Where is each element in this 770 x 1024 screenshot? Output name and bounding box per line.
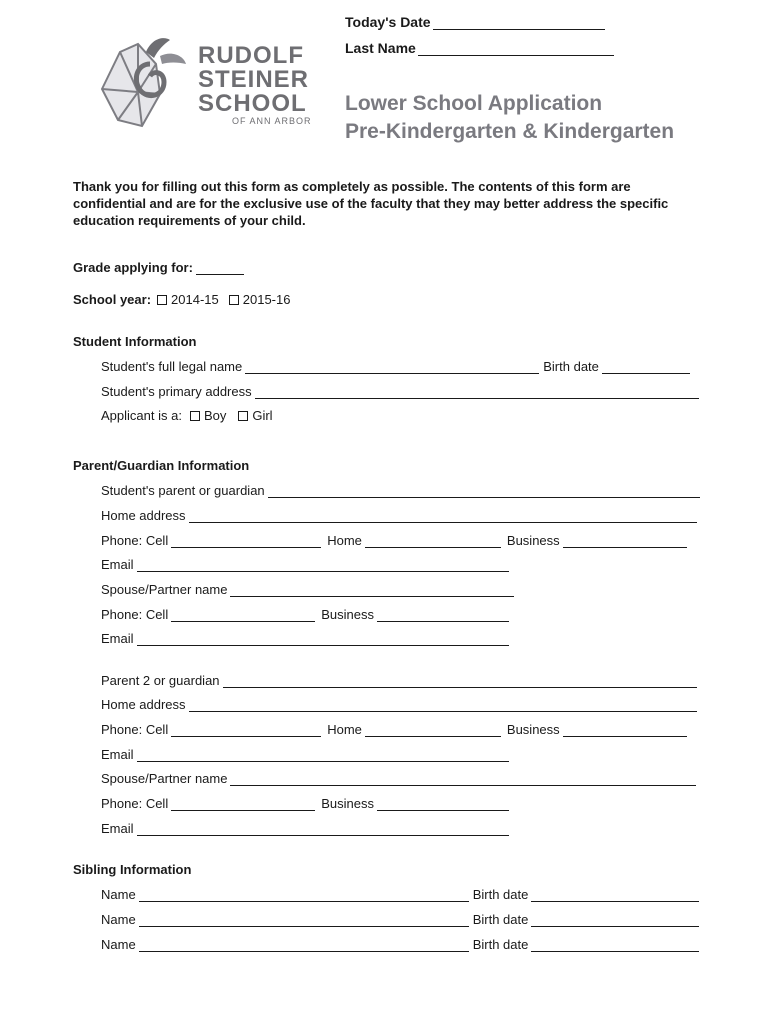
spouse-line[interactable] — [230, 584, 514, 597]
parent-section-heading: Parent/Guardian Information — [73, 458, 250, 473]
spouse-phone-row — [101, 607, 513, 622]
phone-home-label: Home — [327, 533, 362, 548]
parent2-line[interactable] — [223, 675, 697, 688]
sibling-name-label: Name — [101, 912, 136, 927]
parent2-home-address-row — [101, 697, 701, 712]
guardian-row — [101, 483, 704, 498]
intro-paragraph: Thank you for filling out this form as completely as possible. The contents of this form are confidential and are for the exclusive use of the faculty that they may better address the specific education requirements of your child. — [73, 179, 669, 228]
boy-checkbox[interactable] — [190, 411, 200, 421]
parent2-phone-cell-label: Phone: Cell — [101, 722, 169, 737]
sibling-name-line[interactable] — [139, 889, 469, 902]
sibling-name-label: Name — [101, 887, 136, 902]
email-label: Email — [101, 557, 134, 572]
student-name-label: Student's full legal name — [101, 359, 243, 374]
spouse-email-row — [101, 631, 513, 646]
student-name-row — [101, 359, 694, 374]
last-name-field[interactable] — [345, 40, 614, 56]
sibling-name-label: Name — [101, 937, 136, 952]
spouse-phone-business-label: Business — [321, 607, 374, 622]
spouse-phone-cell-line[interactable] — [171, 609, 315, 622]
grade-label: Grade applying for: — [73, 260, 193, 275]
student-section-heading: Student Information — [73, 334, 197, 349]
spouse-email-line[interactable] — [137, 633, 509, 646]
parent2-spouse-phone-row — [101, 796, 513, 811]
parent2-home-address-line[interactable] — [189, 699, 697, 712]
logo-text-line1: RUDOLF — [198, 42, 304, 69]
guardian-line[interactable] — [268, 485, 700, 498]
guardian-label: Student's parent or guardian — [101, 483, 265, 498]
phone-home-line[interactable] — [365, 535, 501, 548]
grade-line[interactable] — [196, 262, 244, 275]
parent2-phone-cell-line[interactable] — [171, 724, 321, 737]
parent2-phone-row — [101, 722, 691, 737]
sibling-birth-date-label: Birth date — [472, 937, 529, 952]
applicant-row — [101, 408, 273, 423]
spouse-phone-business-line[interactable] — [377, 609, 509, 622]
parent2-phone-business-label: Business — [506, 722, 560, 737]
email-row — [101, 557, 513, 572]
logo-text-line4: OF ANN ARBOR — [232, 116, 312, 126]
last-name-label: Last Name — [345, 40, 416, 56]
grade-row — [73, 260, 248, 275]
school-year-option2-checkbox[interactable] — [229, 295, 239, 305]
parent2-spouse-email-line[interactable] — [137, 823, 509, 836]
applicant-label: Applicant is a: — [101, 408, 182, 423]
todays-date-field[interactable] — [345, 14, 605, 30]
parent2-phone-business-line[interactable] — [563, 724, 687, 737]
sibling-birth-date-line[interactable] — [531, 939, 699, 952]
sibling-row — [101, 912, 703, 927]
parent2-email-label: Email — [101, 747, 134, 762]
parent2-email-line[interactable] — [137, 749, 509, 762]
school-year-option1-checkbox[interactable] — [157, 295, 167, 305]
last-name-line[interactable] — [418, 41, 614, 56]
parent2-spouse-line[interactable] — [230, 773, 696, 786]
home-address-label: Home address — [101, 508, 186, 523]
logo-text-line2: STEINER — [198, 66, 310, 93]
girl-checkbox[interactable] — [238, 411, 248, 421]
school-year-label: School year: — [73, 292, 152, 307]
home-address-line[interactable] — [189, 510, 697, 523]
phone-business-label: Business — [506, 533, 560, 548]
student-address-row — [101, 384, 703, 399]
logo-text-line3: SCHOOL — [198, 90, 307, 117]
parent2-row — [101, 673, 701, 688]
parent2-spouse-email-label: Email — [101, 821, 134, 836]
sibling-row — [101, 887, 703, 902]
todays-date-line[interactable] — [433, 15, 605, 30]
phone-cell-label: Phone: Cell — [101, 533, 169, 548]
spouse-email-label: Email — [101, 631, 134, 646]
school-year-row — [73, 292, 290, 307]
spouse-label: Spouse/Partner name — [101, 582, 228, 597]
parent2-spouse-phone-business-line[interactable] — [377, 798, 509, 811]
parent2-spouse-phone-cell-label: Phone: Cell — [101, 796, 169, 811]
phone-row — [101, 533, 691, 548]
sibling-name-line[interactable] — [139, 914, 469, 927]
form-title-line1: Lower School Application — [345, 92, 603, 115]
sibling-birth-date-label: Birth date — [472, 887, 529, 902]
parent2-email-row — [101, 747, 513, 762]
school-year-option2-label: 2015-16 — [242, 292, 291, 307]
student-birth-date-line[interactable] — [602, 361, 690, 374]
parent2-spouse-phone-business-label: Business — [321, 796, 374, 811]
home-address-row — [101, 508, 701, 523]
parent2-spouse-label: Spouse/Partner name — [101, 771, 228, 786]
parent2-phone-home-line[interactable] — [365, 724, 501, 737]
boy-label: Boy — [203, 408, 227, 423]
sibling-birth-date-label: Birth date — [472, 912, 529, 927]
parent2-spouse-row — [101, 771, 700, 786]
parent2-phone-home-label: Home — [327, 722, 362, 737]
student-address-line[interactable] — [255, 386, 699, 399]
spouse-phone-cell-label: Phone: Cell — [101, 607, 169, 622]
phone-business-line[interactable] — [563, 535, 687, 548]
sibling-name-line[interactable] — [139, 939, 469, 952]
phone-cell-line[interactable] — [171, 535, 321, 548]
parent2-home-address-label: Home address — [101, 697, 186, 712]
sibling-row — [101, 937, 703, 952]
email-line[interactable] — [137, 559, 509, 572]
student-birth-date-label: Birth date — [543, 359, 599, 374]
school-year-option1-label: 2014-15 — [171, 292, 219, 307]
todays-date-label: Today's Date — [345, 14, 431, 30]
form-title-line2: Pre-Kindergarten & Kindergarten — [345, 120, 675, 143]
sibling-birth-date-line[interactable] — [531, 889, 699, 902]
parent2-spouse-phone-cell-line[interactable] — [171, 798, 315, 811]
parent2-label: Parent 2 or guardian — [101, 673, 220, 688]
sibling-birth-date-line[interactable] — [531, 914, 699, 927]
sibling-section-heading: Sibling Information — [73, 862, 192, 877]
student-address-label: Student's primary address — [101, 384, 252, 399]
parent2-spouse-email-row — [101, 821, 513, 836]
spouse-row — [101, 582, 518, 597]
girl-label: Girl — [252, 408, 273, 423]
student-name-line[interactable] — [245, 361, 539, 374]
